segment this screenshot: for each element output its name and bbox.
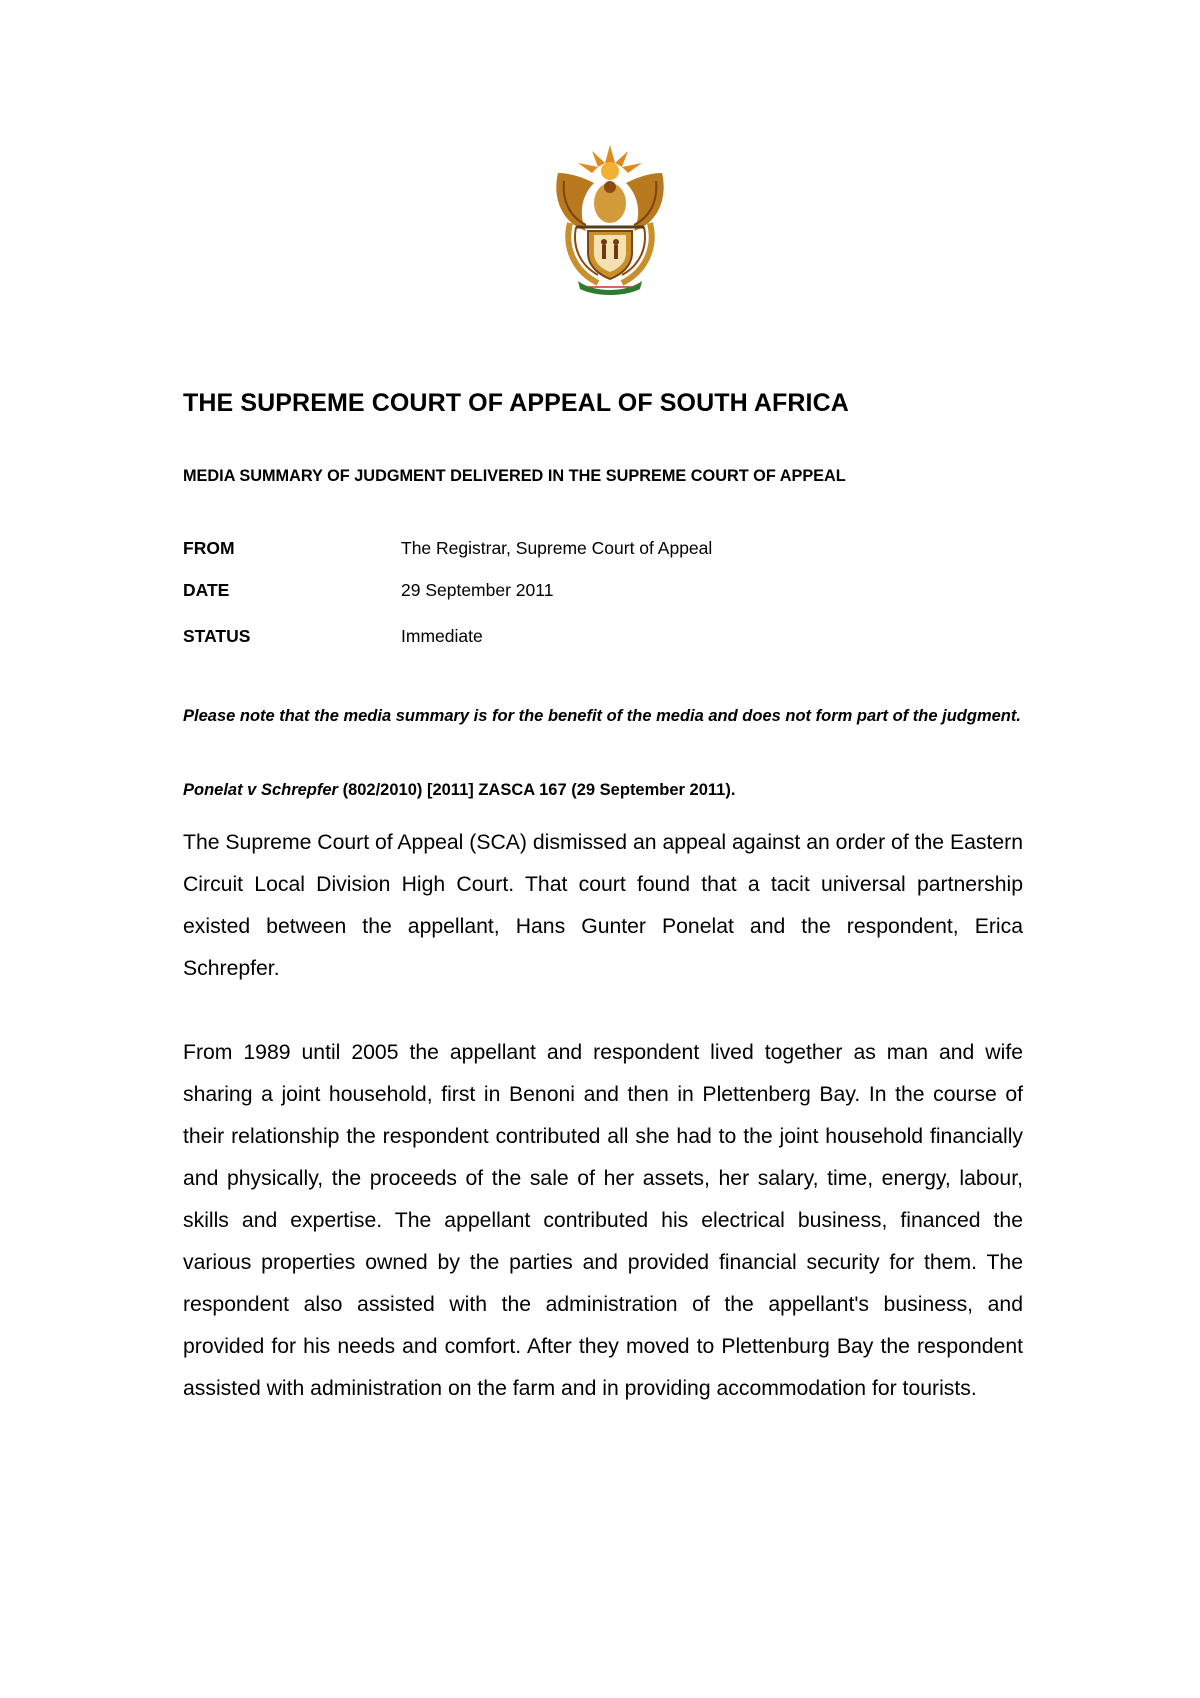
date-value: 29 September 2011 (401, 580, 554, 600)
page-subtitle: MEDIA SUMMARY OF JUDGMENT DELIVERED IN THE SUPREME COURT OF APPEAL (183, 467, 846, 485)
case-name: Ponelat v Schrepfer (183, 781, 338, 799)
from-value: The Registrar, Supreme Court of Appeal (401, 538, 713, 558)
coat-of-arms-icon (548, 143, 672, 295)
case-citation (183, 781, 735, 800)
media-note: Please note that the media summary is for the benefit of the media and does not form part of the judgment. (183, 707, 1021, 725)
from-label: FROM (183, 538, 235, 558)
status-value: Immediate (401, 626, 483, 646)
status-label: STATUS (183, 626, 251, 646)
case-reference: (802/2010) [2011] ZASCA 167 (29 September 2011). (337, 781, 736, 799)
body-paragraph-2: From 1989 until 2005 the appellant and respondent lived together as man and wife sharing a joint household, first in Benoni and then in Plettenberg Bay. In the course of their relationship the respondent contributed all she had to the joint household financially and physically, the proceeds of the sale of her assets, her salary, time, energy, labour, skills and expertise. The appellant contributed his electrical business, financed the various properties owned by the parties and provided financial security for them. The respondent also assisted with the administration of the appellant's business, and provided for his needs and comfort. After they moved to Plettenburg Bay the respondent assisted with administration on the farm and in providing accommodation for tourists. (183, 1041, 1023, 1400)
body-paragraph-1: The Supreme Court of Appeal (SCA) dismissed an appeal against an order of the Eastern Circuit Local Division High Court. That court found that a tacit universal partnership existed between the appellant, Hans Gunter Ponelat and the respondent, Erica Schrepfer. (183, 831, 1023, 980)
page-title: THE SUPREME COURT OF APPEAL OF SOUTH AFRICA (183, 389, 849, 417)
date-label: DATE (183, 580, 230, 600)
